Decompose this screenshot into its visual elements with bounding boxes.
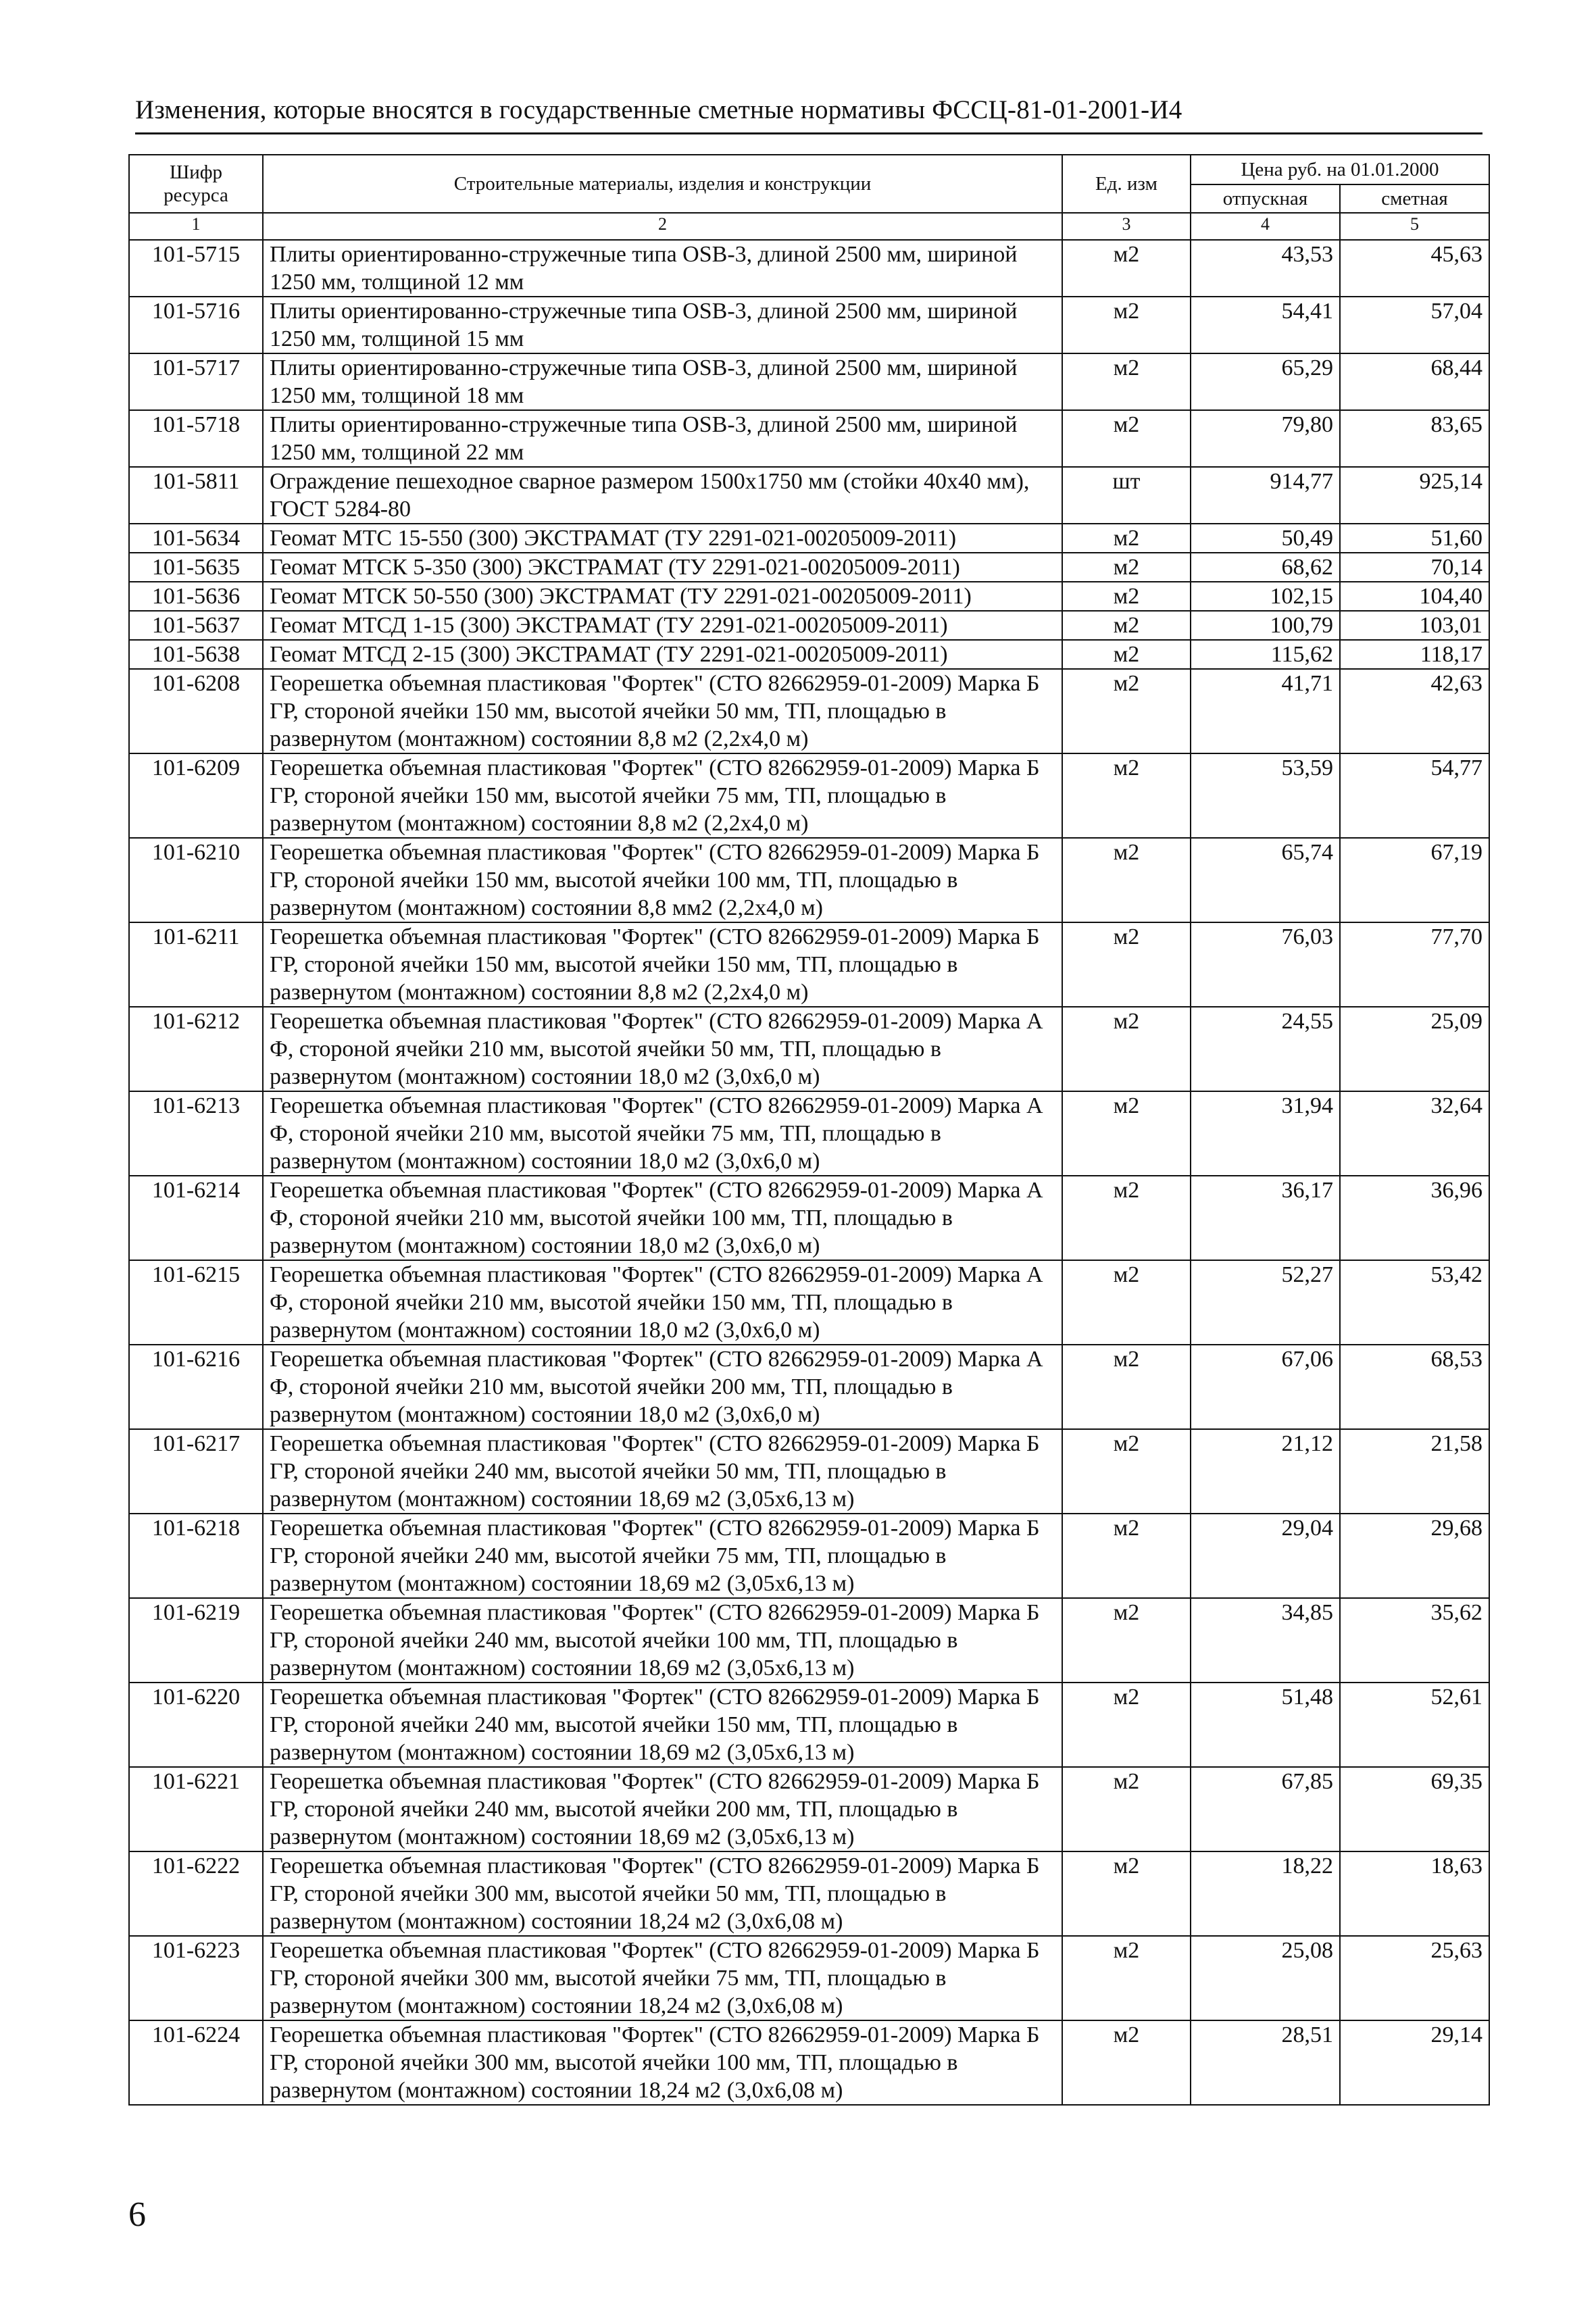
table-row: [129, 1936, 1489, 2020]
estimate-price: 69,35: [1340, 1767, 1489, 1851]
unit-of-measure: м2: [1062, 1429, 1191, 1514]
release-price: 29,04: [1191, 1514, 1340, 1598]
material-name: Геомат МТС 15-550 (300) ЭКСТРАМАТ (ТУ 2291-021-00205009-2011): [263, 524, 1062, 553]
material-name: Георешетка объемная пластиковая "Фортек" (СТО 82662959-01-2009) Марка Б ГР, стороной ячейки 240 мм, высотой ячейки 200 мм, ТП, площадью в развернутом (монтажном) состоянии 18,69 м2 (3,05х6,13 м): [263, 1767, 1062, 1851]
material-name: Георешетка объемная пластиковая "Фортек" (СТО 82662959-01-2009) Марка А Ф, стороной ячейки 210 мм, высотой ячейки 50 мм, ТП, площадью в развернутом (монтажном) состоянии 18,0 м2 (3,0х6,0 м): [263, 1007, 1062, 1091]
resource-code: 101-6211: [129, 922, 263, 1007]
release-price: 53,59: [1191, 753, 1340, 838]
unit-of-measure: м2: [1062, 297, 1191, 353]
estimate-price: 83,65: [1340, 410, 1489, 467]
material-name: Георешетка объемная пластиковая "Фортек" (СТО 82662959-01-2009) Марка Б ГР, стороной ячейки 300 мм, высотой ячейки 100 мм, ТП, площадью в развернутом (монтажном) состоянии 18,24 м2 (3,0х6,08 м): [263, 2020, 1062, 2105]
estimate-price: 32,64: [1340, 1091, 1489, 1176]
column-index: 1: [129, 213, 263, 240]
estimate-price: 51,60: [1340, 524, 1489, 553]
estimate-price: 70,14: [1340, 553, 1489, 582]
estimate-price: 36,96: [1340, 1176, 1489, 1260]
release-price: 115,62: [1191, 640, 1340, 669]
unit-of-measure: м2: [1062, 1767, 1191, 1851]
resource-code: 101-6219: [129, 1598, 263, 1683]
resource-code: 101-5636: [129, 582, 263, 611]
table-row: [129, 410, 1489, 467]
release-price: 54,41: [1191, 297, 1340, 353]
table-row: [129, 1851, 1489, 1936]
material-name: Георешетка объемная пластиковая "Фортек" (СТО 82662959-01-2009) Марка А Ф, стороной ячейки 210 мм, высотой ячейки 100 мм, ТП, площадью в развернутом (монтажном) состоянии 18,0 м2 (3,0х6,0 м): [263, 1176, 1062, 1260]
estimate-price: 925,14: [1340, 467, 1489, 524]
resource-code: 101-5637: [129, 611, 263, 640]
table-row: [129, 524, 1489, 553]
unit-of-measure: шт: [1062, 467, 1191, 524]
table-row: [129, 753, 1489, 838]
resource-code: 101-5634: [129, 524, 263, 553]
resource-code: 101-6224: [129, 2020, 263, 2105]
estimate-price: 18,63: [1340, 1851, 1489, 1936]
resource-code: 101-6216: [129, 1345, 263, 1429]
unit-of-measure: м2: [1062, 1007, 1191, 1091]
unit-of-measure: м2: [1062, 240, 1191, 297]
release-price: 41,71: [1191, 669, 1340, 753]
estimate-price: 118,17: [1340, 640, 1489, 669]
column-header-code: Шифр ресурса: [129, 155, 263, 213]
material-name: Геомат МТСК 50-550 (300) ЭКСТРАМАТ (ТУ 2291-021-00205009-2011): [263, 582, 1062, 611]
table-row: [129, 353, 1489, 410]
release-price: 18,22: [1191, 1851, 1340, 1936]
unit-of-measure: м2: [1062, 582, 1191, 611]
material-name: Плиты ориентированно-стружечные типа OSB-3, длиной 2500 мм, шириной 1250 мм, толщиной 12 мм: [263, 240, 1062, 297]
unit-of-measure: м2: [1062, 1176, 1191, 1260]
material-name: Плиты ориентированно-стружечные типа OSB-3, длиной 2500 мм, шириной 1250 мм, толщиной 15 мм: [263, 297, 1062, 353]
table-row: [129, 838, 1489, 922]
release-price: 51,48: [1191, 1683, 1340, 1767]
unit-of-measure: м2: [1062, 1345, 1191, 1429]
header-rule: [135, 132, 1482, 134]
estimate-price: 29,14: [1340, 2020, 1489, 2105]
estimate-price: 53,42: [1340, 1260, 1489, 1345]
material-name: Георешетка объемная пластиковая "Фортек" (СТО 82662959-01-2009) Марка А Ф, стороной ячейки 210 мм, высотой ячейки 150 мм, ТП, площадью в развернутом (монтажном) состоянии 18,0 м2 (3,0х6,0 м): [263, 1260, 1062, 1345]
page-number: 6: [128, 2195, 146, 2234]
release-price: 67,06: [1191, 1345, 1340, 1429]
table-row: [129, 1260, 1489, 1345]
column-index: 4: [1191, 213, 1340, 240]
unit-of-measure: м2: [1062, 640, 1191, 669]
unit-of-measure: м2: [1062, 1091, 1191, 1176]
resource-code: 101-6213: [129, 1091, 263, 1176]
release-price: 50,49: [1191, 524, 1340, 553]
material-name: Георешетка объемная пластиковая "Фортек" (СТО 82662959-01-2009) Марка Б ГР, стороной ячейки 240 мм, высотой ячейки 150 мм, ТП, площадью в развернутом (монтажном) состоянии 18,69 м2 (3,05х6,13 м): [263, 1683, 1062, 1767]
unit-of-measure: м2: [1062, 2020, 1191, 2105]
unit-of-measure: м2: [1062, 553, 1191, 582]
column-header-price-group: Цена руб. на 01.01.2000: [1191, 155, 1489, 184]
column-header-release-price: отпускная: [1191, 184, 1340, 213]
resource-code: 101-6218: [129, 1514, 263, 1598]
resource-code: 101-5635: [129, 553, 263, 582]
release-price: 65,29: [1191, 353, 1340, 410]
unit-of-measure: м2: [1062, 410, 1191, 467]
table-body: [129, 240, 1489, 2105]
estimate-price: 103,01: [1340, 611, 1489, 640]
material-name: Геомат МТСК 5-350 (300) ЭКСТРАМАТ (ТУ 2291-021-00205009-2011): [263, 553, 1062, 582]
resource-code: 101-6221: [129, 1767, 263, 1851]
material-name: Георешетка объемная пластиковая "Фортек" (СТО 82662959-01-2009) Марка Б ГР, стороной ячейки 300 мм, высотой ячейки 50 мм, ТП, площадью в развернутом (монтажном) состоянии 18,24 м2 (3,0х6,08 м): [263, 1851, 1062, 1936]
material-name: Георешетка объемная пластиковая "Фортек" (СТО 82662959-01-2009) Марка Б ГР, стороной ячейки 150 мм, высотой ячейки 100 мм, ТП, площадью в развернутом (монтажном) состоянии 8,8 мм2 (2,2х4,0 м): [263, 838, 1062, 922]
estimate-price: 104,40: [1340, 582, 1489, 611]
release-price: 67,85: [1191, 1767, 1340, 1851]
resource-code: 101-6210: [129, 838, 263, 922]
table-row: [129, 611, 1489, 640]
release-price: 43,53: [1191, 240, 1340, 297]
release-price: 102,15: [1191, 582, 1340, 611]
material-name: Георешетка объемная пластиковая "Фортек" (СТО 82662959-01-2009) Марка Б ГР, стороной ячейки 150 мм, высотой ячейки 50 мм, ТП, площадью в развернутом (монтажном) состоянии 8,8 м2 (2,2х4,0 м): [263, 669, 1062, 753]
material-name: Ограждение пешеходное сварное размером 1500х1750 мм (стойки 40х40 мм), ГОСТ 5284-80: [263, 467, 1062, 524]
column-header-unit: Ед. изм: [1062, 155, 1191, 213]
estimate-price: 77,70: [1340, 922, 1489, 1007]
unit-of-measure: м2: [1062, 1936, 1191, 2020]
unit-of-measure: м2: [1062, 1683, 1191, 1767]
material-name: Георешетка объемная пластиковая "Фортек" (СТО 82662959-01-2009) Марка Б ГР, стороной ячейки 150 мм, высотой ячейки 150 мм, ТП, площадью в развернутом (монтажном) состоянии 8,8 м2 (2,2х4,0 м): [263, 922, 1062, 1007]
resource-code: 101-6215: [129, 1260, 263, 1345]
resource-code: 101-6212: [129, 1007, 263, 1091]
release-price: 36,17: [1191, 1176, 1340, 1260]
material-name: Георешетка объемная пластиковая "Фортек" (СТО 82662959-01-2009) Марка Б ГР, стороной ячейки 300 мм, высотой ячейки 75 мм, ТП, площадью в развернутом (монтажном) состоянии 18,24 м2 (3,0х6,08 м): [263, 1936, 1062, 2020]
unit-of-measure: м2: [1062, 669, 1191, 753]
estimate-price: 57,04: [1340, 297, 1489, 353]
table-row: [129, 922, 1489, 1007]
material-name: Георешетка объемная пластиковая "Фортек" (СТО 82662959-01-2009) Марка Б ГР, стороной ячейки 150 мм, высотой ячейки 75 мм, ТП, площадью в развернутом (монтажном) состоянии 8,8 м2 (2,2х4,0 м): [263, 753, 1062, 838]
resource-code: 101-6222: [129, 1851, 263, 1936]
resource-code: 101-6209: [129, 753, 263, 838]
column-index: 2: [263, 213, 1062, 240]
estimate-price: 68,44: [1340, 353, 1489, 410]
resource-code: 101-5716: [129, 297, 263, 353]
table-row: [129, 467, 1489, 524]
estimate-price: 29,68: [1340, 1514, 1489, 1598]
table-row: [129, 1683, 1489, 1767]
estimate-price: 21,58: [1340, 1429, 1489, 1514]
table-row: [129, 1429, 1489, 1514]
release-price: 28,51: [1191, 2020, 1340, 2105]
release-price: 914,77: [1191, 467, 1340, 524]
estimate-price: 42,63: [1340, 669, 1489, 753]
release-price: 52,27: [1191, 1260, 1340, 1345]
estimate-price: 67,19: [1340, 838, 1489, 922]
column-index: 5: [1340, 213, 1489, 240]
column-header-estimate-price: сметная: [1340, 184, 1489, 213]
table-row: [129, 1091, 1489, 1176]
estimate-price: 45,63: [1340, 240, 1489, 297]
release-price: 68,62: [1191, 553, 1340, 582]
estimate-price: 54,77: [1340, 753, 1489, 838]
resource-code: 101-6214: [129, 1176, 263, 1260]
release-price: 100,79: [1191, 611, 1340, 640]
material-name: Плиты ориентированно-стружечные типа OSB-3, длиной 2500 мм, шириной 1250 мм, толщиной 22 мм: [263, 410, 1062, 467]
table-row: [129, 240, 1489, 297]
release-price: 21,12: [1191, 1429, 1340, 1514]
materials-table: [128, 154, 1490, 2106]
resource-code: 101-5717: [129, 353, 263, 410]
table-row: [129, 669, 1489, 753]
material-name: Георешетка объемная пластиковая "Фортек" (СТО 82662959-01-2009) Марка Б ГР, стороной ячейки 240 мм, высотой ячейки 100 мм, ТП, площадью в развернутом (монтажном) состоянии 18,69 м2 (3,05х6,13 м): [263, 1598, 1062, 1683]
table-row: [129, 1767, 1489, 1851]
unit-of-measure: м2: [1062, 922, 1191, 1007]
estimate-price: 35,62: [1340, 1598, 1489, 1683]
unit-of-measure: м2: [1062, 838, 1191, 922]
estimate-price: 52,61: [1340, 1683, 1489, 1767]
resource-code: 101-6208: [129, 669, 263, 753]
resource-code: 101-6217: [129, 1429, 263, 1514]
table-row: [129, 640, 1489, 669]
resource-code: 101-5811: [129, 467, 263, 524]
unit-of-measure: м2: [1062, 1514, 1191, 1598]
release-price: 34,85: [1191, 1598, 1340, 1683]
table-row: [129, 1007, 1489, 1091]
unit-of-measure: м2: [1062, 1260, 1191, 1345]
material-name: Георешетка объемная пластиковая "Фортек" (СТО 82662959-01-2009) Марка Б ГР, стороной ячейки 240 мм, высотой ячейки 75 мм, ТП, площадью в развернутом (монтажном) состоянии 18,69 м2 (3,05х6,13 м): [263, 1514, 1062, 1598]
table-row: [129, 1598, 1489, 1683]
material-name: Георешетка объемная пластиковая "Фортек" (СТО 82662959-01-2009) Марка А Ф, стороной ячейки 210 мм, высотой ячейки 200 мм, ТП, площадью в развернутом (монтажном) состоянии 18,0 м2 (3,0х6,0 м): [263, 1345, 1062, 1429]
estimate-price: 25,63: [1340, 1936, 1489, 2020]
table-row: [129, 1176, 1489, 1260]
resource-code: 101-5638: [129, 640, 263, 669]
release-price: 65,74: [1191, 838, 1340, 922]
material-name: Геомат МТСД 1-15 (300) ЭКСТРАМАТ (ТУ 2291-021-00205009-2011): [263, 611, 1062, 640]
material-name: Георешетка объемная пластиковая "Фортек" (СТО 82662959-01-2009) Марка Б ГР, стороной ячейки 240 мм, высотой ячейки 50 мм, ТП, площадью в развернутом (монтажном) состоянии 18,69 м2 (3,05х6,13 м): [263, 1429, 1062, 1514]
estimate-price: 25,09: [1340, 1007, 1489, 1091]
column-index: 3: [1062, 213, 1191, 240]
estimate-price: 68,53: [1340, 1345, 1489, 1429]
page-header: Изменения, которые вносятся в государственные сметные нормативы ФССЦ-81-01-2001-И4: [135, 95, 1182, 124]
release-price: 25,08: [1191, 1936, 1340, 2020]
table-row: [129, 1514, 1489, 1598]
resource-code: 101-6220: [129, 1683, 263, 1767]
table-row: [129, 297, 1489, 353]
release-price: 79,80: [1191, 410, 1340, 467]
resource-code: 101-5715: [129, 240, 263, 297]
resource-code: 101-5718: [129, 410, 263, 467]
unit-of-measure: м2: [1062, 524, 1191, 553]
material-name: Плиты ориентированно-стружечные типа OSB-3, длиной 2500 мм, шириной 1250 мм, толщиной 18 мм: [263, 353, 1062, 410]
material-name: Геомат МТСД 2-15 (300) ЭКСТРАМАТ (ТУ 2291-021-00205009-2011): [263, 640, 1062, 669]
release-price: 76,03: [1191, 922, 1340, 1007]
table-row: [129, 1345, 1489, 1429]
unit-of-measure: м2: [1062, 753, 1191, 838]
unit-of-measure: м2: [1062, 611, 1191, 640]
material-name: Георешетка объемная пластиковая "Фортек" (СТО 82662959-01-2009) Марка А Ф, стороной ячейки 210 мм, высотой ячейки 75 мм, ТП, площадью в развернутом (монтажном) состоянии 18,0 м2 (3,0х6,0 м): [263, 1091, 1062, 1176]
table-row: [129, 553, 1489, 582]
unit-of-measure: м2: [1062, 353, 1191, 410]
release-price: 24,55: [1191, 1007, 1340, 1091]
unit-of-measure: м2: [1062, 1598, 1191, 1683]
release-price: 31,94: [1191, 1091, 1340, 1176]
table-row: [129, 582, 1489, 611]
table-row: [129, 2020, 1489, 2105]
resource-code: 101-6223: [129, 1936, 263, 2020]
unit-of-measure: м2: [1062, 1851, 1191, 1936]
column-header-name: Строительные материалы, изделия и конструкции: [263, 155, 1062, 213]
